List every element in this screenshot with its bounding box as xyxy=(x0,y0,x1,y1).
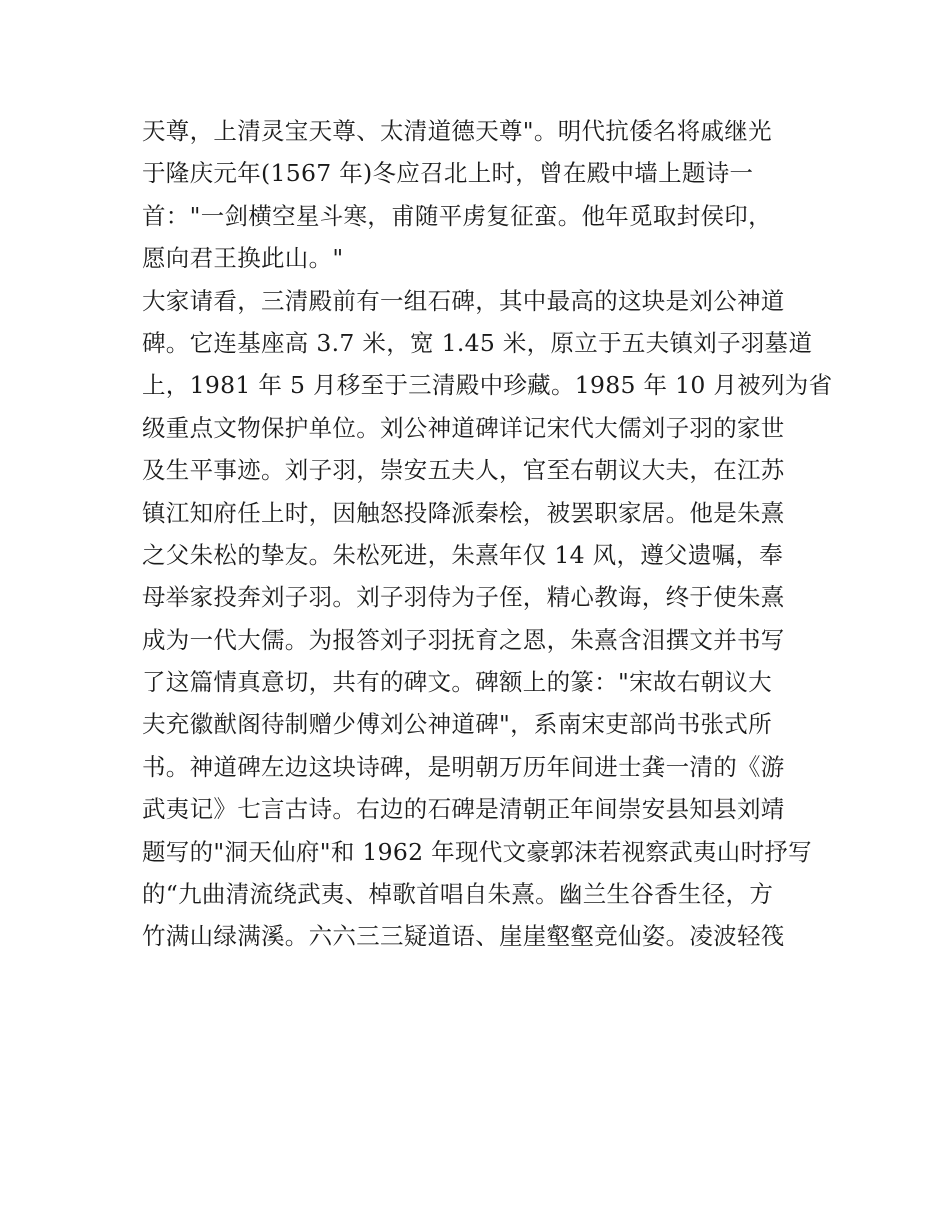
text-line: 之父朱松的挚友。朱松死进，朱熹年仅 14 风，遵父遗嘱，奉 xyxy=(142,540,784,569)
text-line: 碑。它连基座高 3.7 米，宽 1.45 米，原立于五夫镇刘子羽墓道 xyxy=(142,328,813,357)
text-line: 于隆庆元年(1567 年)冬应召北上时，曾在殿中墙上题诗一 xyxy=(142,159,754,188)
text-line: 武夷记》七言古诗。右边的石碑是清朝正年间崇安县知县刘靖 xyxy=(142,795,785,824)
text-line: 大家请看，三清殿前有一组石碑，其中最高的这块是刘公神道 xyxy=(142,286,785,315)
text-line: 级重点文物保护单位。刘公神道碑详记宋代大儒刘子羽的家世 xyxy=(142,413,785,442)
text-line: 愿向君王换此山。" xyxy=(142,244,344,273)
text-line: 的“九曲清流绕武夷、棹歌首唱自朱熹。幽兰生谷香生径，方 xyxy=(142,880,774,909)
text-line: 了这篇情真意切，共有的碑文。碑额上的篆："宋故右朝议大 xyxy=(142,668,772,697)
body-text xyxy=(142,110,833,958)
text-line: 书。神道碑左边这块诗碑，是明朝万历年间进士龚一清的《游 xyxy=(142,752,785,781)
text-line: 上，1981 年 5 月移至于三清殿中珍藏。1985 年 10 月被列为省 xyxy=(142,371,833,400)
text-line: 成为一代大儒。为报答刘子羽抚育之恩，朱熹含泪撰文并书写 xyxy=(142,625,785,654)
text-line: 及生平事迹。刘子羽，崇安五夫人，官至右朝议大夫，在江苏 xyxy=(142,456,785,485)
text-line: 镇江知府任上时，因触怒投降派秦桧，被罢职家居。他是朱熹 xyxy=(142,498,785,527)
text-line: 竹满山绿满溪。六六三三疑道语、崖崖壑壑竞仙姿。凌波轻筏 xyxy=(142,922,785,951)
text-line: 题写的"洞天仙府"和 1962 年现代文豪郭沫若视察武夷山时抒写 xyxy=(142,837,812,866)
text-line: 夫充徽猷阁待制赠少傅刘公神道碑"，系南宋吏部尚书张式所 xyxy=(142,710,772,739)
text-line: 母举家投奔刘子羽。刘子羽侍为子侄，精心教诲，终于使朱熹 xyxy=(142,583,785,612)
text-line: 首："一剑横空星斗寒，甫随平虏复征蛮。他年觅取封侯印， xyxy=(142,201,772,230)
text-line: 天尊，上清灵宝天尊、太清道德天尊"。明代抗倭名将戚继光 xyxy=(142,117,772,145)
